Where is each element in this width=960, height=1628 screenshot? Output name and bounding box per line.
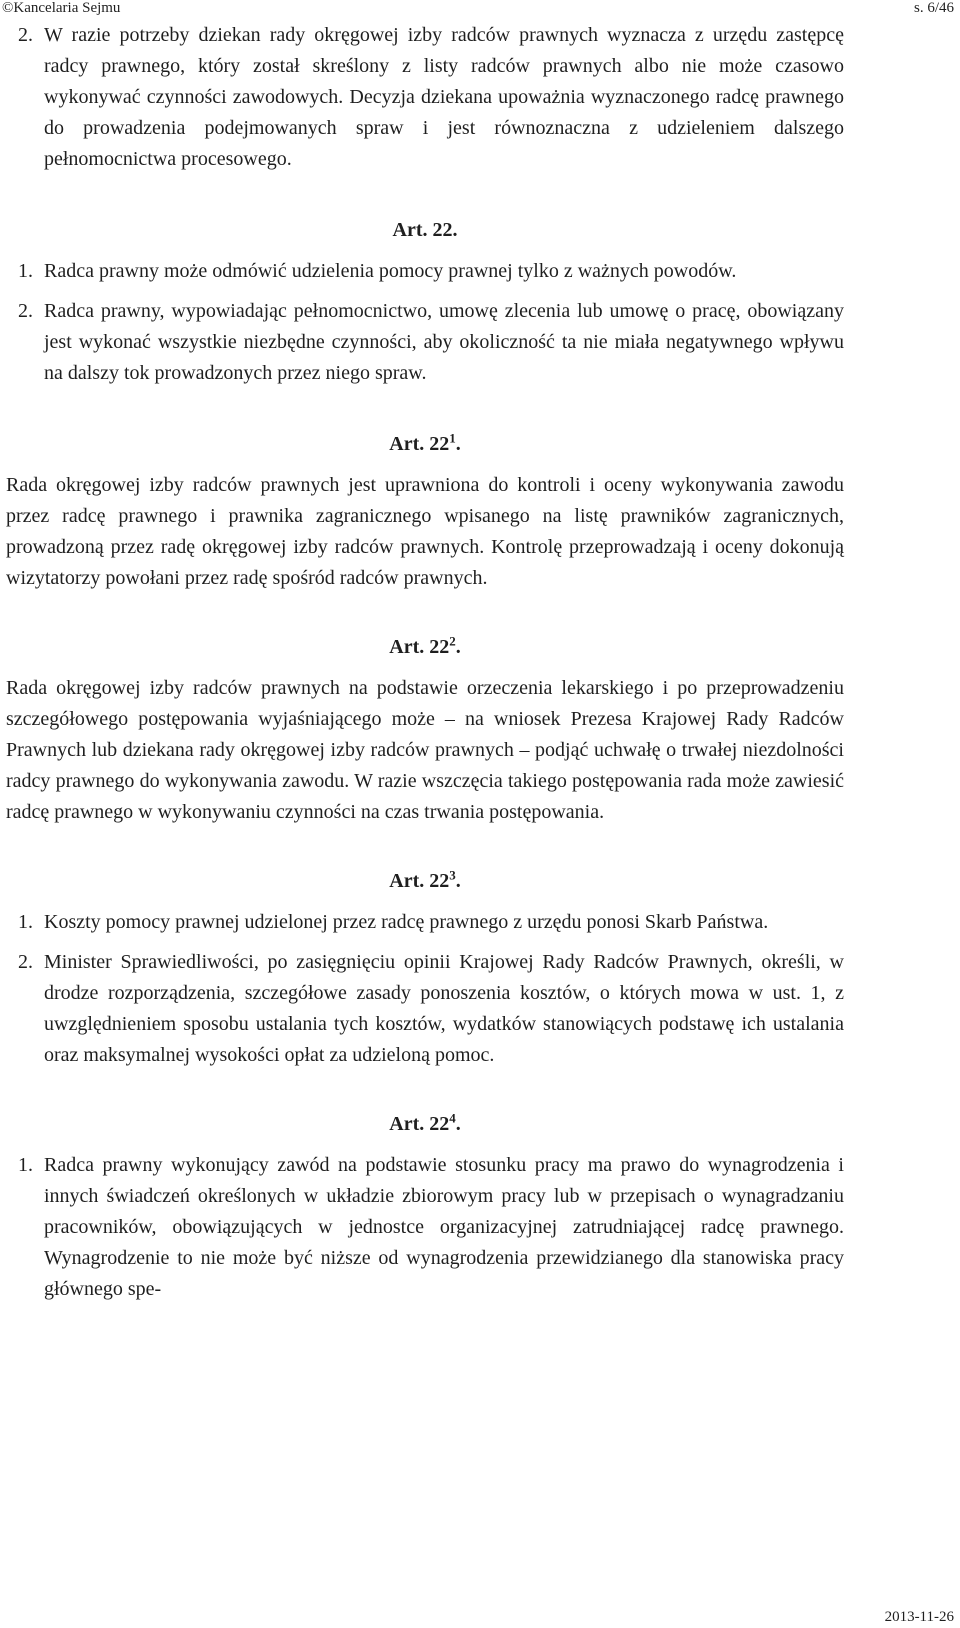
item-text: Radca prawny może odmówić udzielenia pomocy prawnej tylko z ważnych powodów.	[44, 260, 737, 282]
art22-3-item-1	[6, 907, 844, 938]
item-number: 1.	[18, 260, 33, 282]
art22-3-item-2	[6, 947, 844, 1071]
article-heading-22: Art. 22.	[392, 219, 458, 241]
item-number: 2.	[18, 951, 33, 973]
article-heading-22-3: Art. $22^3$.	[389, 867, 461, 892]
item-text: Koszty pomocy prawnej udzielonej przez radcę prawnego z urzędu ponosi Skarb Państwa.	[44, 911, 769, 933]
item-text: Radca prawny wykonujący zawód na podstawie stosunku pracy ma prawo do wynagrodzenia i innych świadczeń określonych w układzie zbiorowym pracy lub w przepisach o wynagradzaniu pracowników, obowiązujących w jednostce organizacyjnej zatrudniającej radcę prawnego. Wynagrodzenie to nie może być niższe od wynagrodzenia przewidzianego dla stanowiska pracy głównego spe-	[44, 1154, 844, 1300]
article-heading-22-4: Art. $22^4$.	[389, 1110, 461, 1135]
art22-item-2	[6, 296, 844, 389]
header-copyright: ©Kancelaria Sejmu	[2, 0, 121, 16]
item-number: 2.	[18, 24, 33, 46]
art22-2-text: Rada okręgowej izby radców prawnych na podstawie orzeczenia lekarskiego i po przeprowadzeniu szczegółowego postępowania wyjaśniającego może – na wniosek Prezesa Krajowej Rady Radców Prawnych lub dziekana rady okręgowej izby radców prawnych – podjąć uchwałę o trwałej niezdolności radcy prawnego do wykonywania zawodu. W razie wszczęcia takiego postępowania rada może zawiesić radcę prawnego w wykonywaniu czynności na czas trwania postępowania.	[6, 677, 844, 823]
item-number: 1.	[18, 1154, 33, 1176]
art22-4-item-1	[6, 1150, 844, 1305]
item-text: Minister Sprawiedliwości, po zasięgnięciu opinii Krajowej Rady Radców Prawnych, określi, w drodze rozporządzenia, szczegółowe zasady ponoszenia kosztów, o których mowa w ust. 1, z uwzględnieniem sposobu ustalania tych kosztów, wydatków stanowiących podstawę ich ustalania oraz maksymalnej wysokości opłat za udzieloną pomoc.	[44, 951, 844, 1066]
art21-item-2	[6, 20, 844, 175]
item-text: Radca prawny, wypowiadając pełnomocnictwo, umowę zlecenia lub umowę o pracę, obowiązany jest wykonać wszystkie niezbędne czynności, aby okoliczność ta nie miała negatywnego wpływu na dalszy tok prowadzonych przez niego spraw.	[44, 300, 844, 384]
item-text: W razie potrzeby dziekan rady okręgowej izby radców prawnych wyznacza z urzędu zastępcę radcy prawnego, który został skreślony z listy radców prawnych albo nie może czasowo wykonywać czynności zawodowych. Decyzja dziekana upoważnia wyznaczonego radcę prawnego do prowadzenia podejmowanych spraw i jest równoznaczna z udzieleniem dalszego pełnomocnictwa procesowego.	[44, 24, 844, 170]
art22-1-text: Rada okręgowej izby radców prawnych jest uprawniona do kontroli i oceny wykonywania zawodu przez radcę prawnego i prawnika zagranicznego wpisanego na listę prawników zagranicznych, prowadzoną przez radę okręgowej izby radców prawnych. Kontrolę przeprowadzają i oceny dokonują wizytatorzy powołani przez radę spośród radców prawnych.	[6, 474, 844, 589]
article-heading-22-2: Art. $22^2$.	[389, 633, 461, 658]
art22-item-1	[6, 256, 844, 287]
header-page-number: s. 6/46	[913, 0, 954, 16]
footer-date: 2013-11-26	[884, 1609, 954, 1625]
item-number: 1.	[18, 911, 33, 933]
item-number: 2.	[18, 300, 33, 322]
article-heading-22-1: Art. $22^1$.	[389, 430, 461, 455]
document-body	[6, 20, 844, 1305]
